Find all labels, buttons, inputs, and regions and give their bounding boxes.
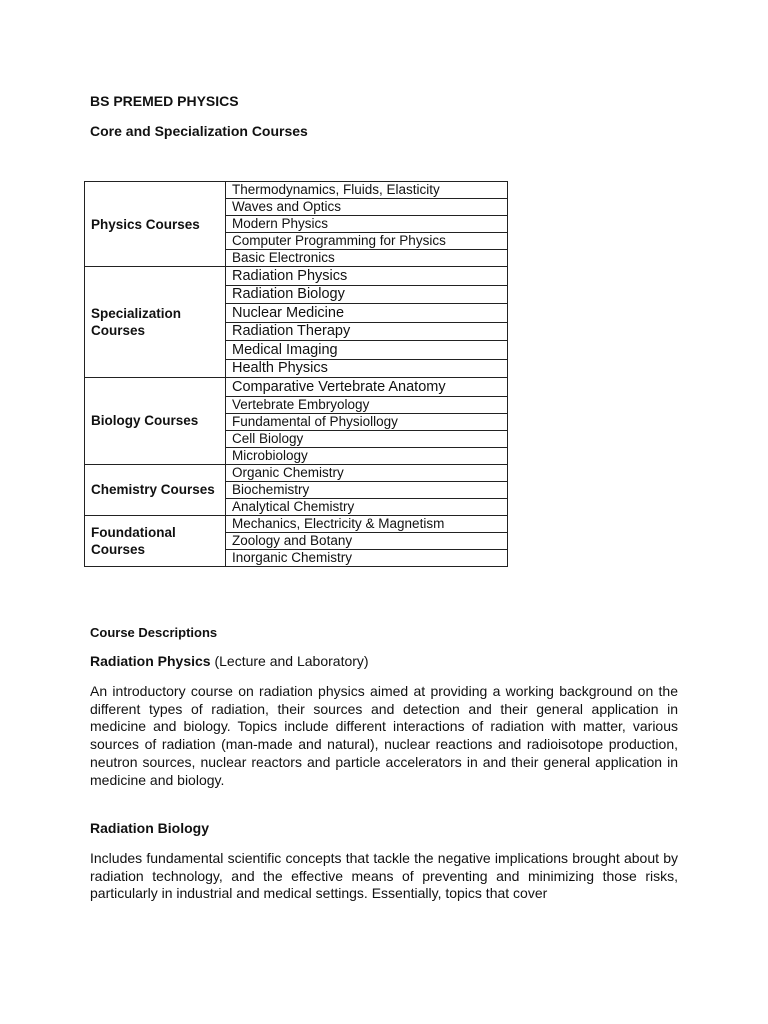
course-table	[84, 181, 508, 567]
table-row	[85, 182, 508, 199]
course-cell: Nuclear Medicine	[226, 304, 508, 323]
radiation-biology-heading	[90, 820, 209, 836]
course-cell: Zoology and Botany	[226, 532, 508, 549]
category-physics: Physics Courses	[85, 182, 226, 267]
course-cell: Radiation Physics	[226, 267, 508, 286]
category-specialization: Specialization Courses	[85, 267, 226, 378]
course-cell: Vertebrate Embryology	[226, 396, 508, 413]
course-cell: Organic Chemistry	[226, 464, 508, 481]
course-cell: Health Physics	[226, 359, 508, 378]
course-descriptions-heading: Course Descriptions	[90, 625, 218, 640]
course-cell: Thermodynamics, Fluids, Elasticity	[226, 182, 508, 199]
course-cell: Microbiology	[226, 447, 508, 464]
page-title: BS PREMED PHYSICS	[90, 93, 239, 109]
radiation-physics-description: An introductory course on radiation physics aimed at providing a working background on the different types of radiation, their sources and detection and their general application in medicine and biology. Topics include different interactions of radiation with matter, various sources of radiation (man-made and natural), nuclear reactions and radioisotope production, neutron sources, nuclear reactors and particle accelerators in and their general application in medicine and biology.	[90, 683, 678, 788]
table-row	[85, 515, 508, 532]
course-cell: Fundamental of Physiollogy	[226, 413, 508, 430]
category-foundational: Foundational Courses	[85, 515, 226, 566]
course-cell: Computer Programming for Physics	[226, 233, 508, 250]
course-cell: Biochemistry	[226, 481, 508, 498]
course-cell: Mechanics, Electricity & Magnetism	[226, 515, 508, 532]
category-chemistry: Chemistry Courses	[85, 464, 226, 515]
category-biology: Biology Courses	[85, 378, 226, 465]
course-cell: Basic Electronics	[226, 250, 508, 267]
radiation-biology-title: Radiation Biology	[90, 820, 209, 836]
course-cell: Inorganic Chemistry	[226, 549, 508, 566]
course-cell: Modern Physics	[226, 216, 508, 233]
table-row	[85, 464, 508, 481]
page-subtitle: Core and Specialization Courses	[90, 123, 308, 139]
course-cell: Cell Biology	[226, 430, 508, 447]
table-row	[85, 378, 508, 397]
course-cell: Analytical Chemistry	[226, 498, 508, 515]
table-row	[85, 267, 508, 286]
course-cell: Medical Imaging	[226, 341, 508, 360]
course-cell: Radiation Therapy	[226, 322, 508, 341]
radiation-physics-title: Radiation Physics	[90, 653, 211, 669]
radiation-physics-heading	[90, 653, 369, 669]
radiation-biology-description: Includes fundamental scientific concepts that tackle the negative implications brought about by radiation technology, and the effective means of preventing and minimizing those risks, particularly in industrial and medical settings. Essentially, topics that cover	[90, 850, 678, 902]
course-cell: Radiation Biology	[226, 285, 508, 304]
course-cell: Waves and Optics	[226, 199, 508, 216]
radiation-physics-note: (Lecture and Laboratory)	[214, 653, 369, 669]
course-cell: Comparative Vertebrate Anatomy	[226, 378, 508, 397]
